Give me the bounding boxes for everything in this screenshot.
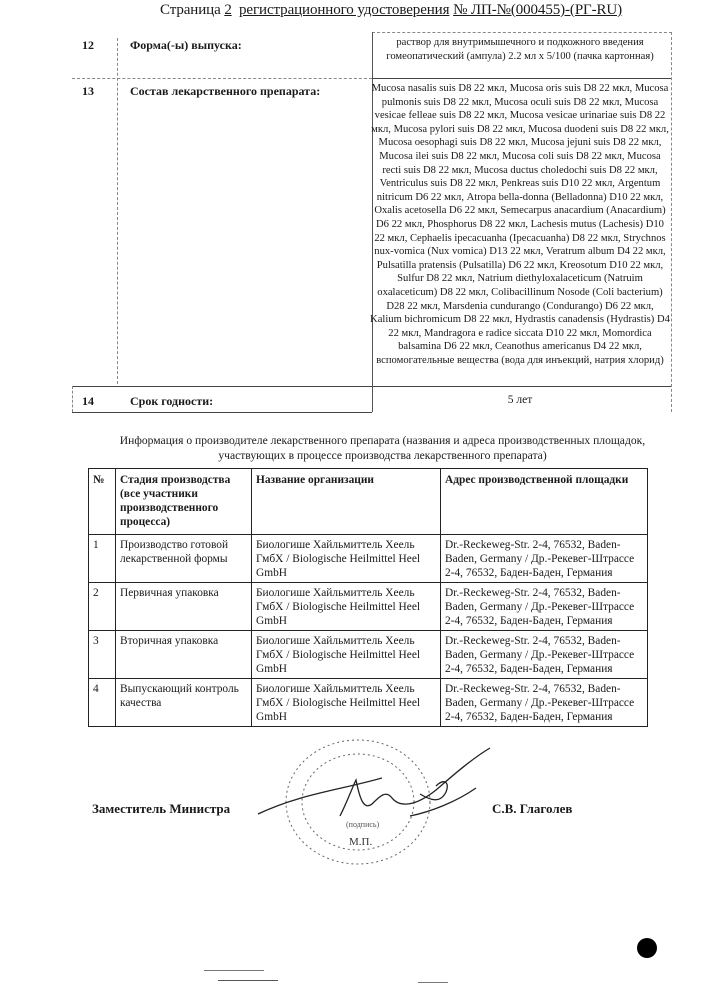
page-header [160,2,623,19]
divider [372,32,672,33]
item-value: 5 лет [507,394,533,406]
table-row [89,535,648,583]
divider [72,386,73,412]
item-label: Форма(-ы) выпуска: [130,38,242,52]
item-label: Состав лекарственного препарата: [130,84,321,98]
cell-address: Dr.-Reckeweg-Str. 2-4, 76532, Baden-Baden, Germany / Др.-Рекевег-Штрассе 2-4, 76532, Баден-Баден, Германия [441,631,648,679]
cell-organization: Биологише Хайльмиттель Хеель ГмбХ / Biologische Heilmittel Heel GmbH [252,535,441,583]
scan-artifact [204,970,264,971]
column-header-organization: Название организации [252,469,441,535]
table-header-row [89,469,648,535]
column-header-address: Адрес производственной площадки [441,469,648,535]
item-number: 12 [82,38,94,52]
signature-caption: (подпись) [346,820,380,829]
cell-organization: Биологише Хайльмиттель Хеель ГмбХ / Biologische Heilmittel Heel GmbH [252,679,441,727]
cell-stage: Вторичная упаковка [116,631,252,679]
divider [671,32,672,412]
item-number: 14 [82,394,94,408]
cell-stage: Производство готовой лекарственной формы [116,535,252,583]
manufacturer-info-heading: Информация о производителе лекарственного препарата (названия и адреса производственных площадок, участвующих в процессе производства лекарственного препарата) [119,434,646,462]
cell-number: 3 [89,631,116,679]
cell-address: Dr.-Reckeweg-Str. 2-4, 76532, Baden-Baden, Germany / Др.-Рекевег-Штрассе 2-4, 76532, Баден-Баден, Германия [441,679,648,727]
divider [72,412,372,413]
column-header-stage: Стадия производства (все участники производственного процесса) [116,469,252,535]
manufacturers-table [88,468,648,727]
certificate-number: № ЛП-№(000455)-(РГ-RU) [453,2,623,18]
table-row [89,631,648,679]
cell-stage: Выпускающий контроль качества [116,679,252,727]
column-header-number: № [89,469,116,535]
table-row [89,583,648,631]
item-value: Mucosa nasalis suis D8 22 мкл, Mucosa oris suis D8 22 мкл, Mucosa pulmonis suis D8 22 мкл, Mucosa oculi suis D8 22 мкл, Mucosa vesicae felleae suis D8 22 мкл, Mucosa vesicae urinariae suis D8 22 мкл, Mucosa pylori suis D8 22 мкл, Mucosa duodeni suis D8 22 мкл, Mucosa oesophagi suis D8 22 мкл, Mucosa jejuni suis D8 22 мкл, Mucosa ilei suis D8 22 мкл, Mucosa coli suis D8 22 мкл, Mucosa recti suis D8 22 мкл, Mucosa ductus choledochi suis D8 22 мкл, Ventriculus suis D8 22 мкл, Penkreas suis D10 22 мкл, Argentum nitricum D6 22 мкл, Atropa bella-donna (Belladonna) D10 22 мкл, Oxalis acetosella D6 22 мкл, Semecarpus anacardium (Anacardium) D6 22 мкл, Phosphorus D8 22 мкл, Lachesis mutus (Lachesis) D10 22 мкл, Cephaelis ipecacuanha (Ipecacuanha) D8 22 мкл, Strychnos nux-vomica (Nux vomica) D13 22 мкл, Veratrum album D4 22 мкл, Pulsatilla pratensis (Pulsatilla) D6 22 мкл, Kreosotum D10 22 мкл, Sulfur D8 22 мкл, Natrium diethyloxalaceticum (Natruim oxalaceticum) D8 22 мкл, Colibacillinum Nosode (Coli bacterium) D28 22 мкл, Marsdenia cundurango (Condurango) D6 22 мкл, Kalium bichromicum D8 22 мкл, Hydrastis canadensis (Hydrastis) D4 22 мкл, Mandragora e radice siccata D10 22 мкл, Momordica balsamina D6 22 мкл, Ceanothus americanus D4 22 мкл, вспомогательные вещества (вода для инъекций, натрия хлорид) [370,83,670,366]
cell-number: 4 [89,679,116,727]
item-number: 13 [82,84,94,98]
stamp-label: М.П. [349,836,373,848]
scan-artifact [218,980,278,981]
cell-organization: Биологише Хайльмиттель Хеель ГмбХ / Biologische Heilmittel Heel GmbH [252,631,441,679]
item-label: Срок годности: [130,394,214,408]
divider [372,78,672,79]
table-row [89,679,648,727]
signature-stamp-icon [240,730,500,880]
cell-stage: Первичная упаковка [116,583,252,631]
cell-organization: Биологише Хайльмиттель Хеель ГмбХ / Biologische Heilmittel Heel GmbH [252,583,441,631]
cell-number: 2 [89,583,116,631]
item-value: раствор для внутримышечного и подкожного введения гомеопатический (ампула) 2.2 мл x 5/100 (пачка картонная) [386,37,654,62]
divider [117,38,118,384]
punch-hole-icon [637,938,657,958]
page-number: 2 [224,2,232,18]
cell-number: 1 [89,535,116,583]
certificate-text: регистрационного удостоверения [239,2,450,18]
cell-address: Dr.-Reckeweg-Str. 2-4, 76532, Baden-Baden, Germany / Др.-Рекевег-Штрассе 2-4, 76532, Баден-Баден, Германия [441,583,648,631]
signatory-name: С.В. Глаголев [492,801,573,816]
page-label: Страница [160,2,221,18]
scan-artifact [418,982,448,983]
cell-address: Dr.-Reckeweg-Str. 2-4, 76532, Baden-Baden, Germany / Др.-Рекевег-Штрассе 2-4, 76532, Баден-Баден, Германия [441,535,648,583]
signatory-position: Заместитель Министра [92,801,231,816]
